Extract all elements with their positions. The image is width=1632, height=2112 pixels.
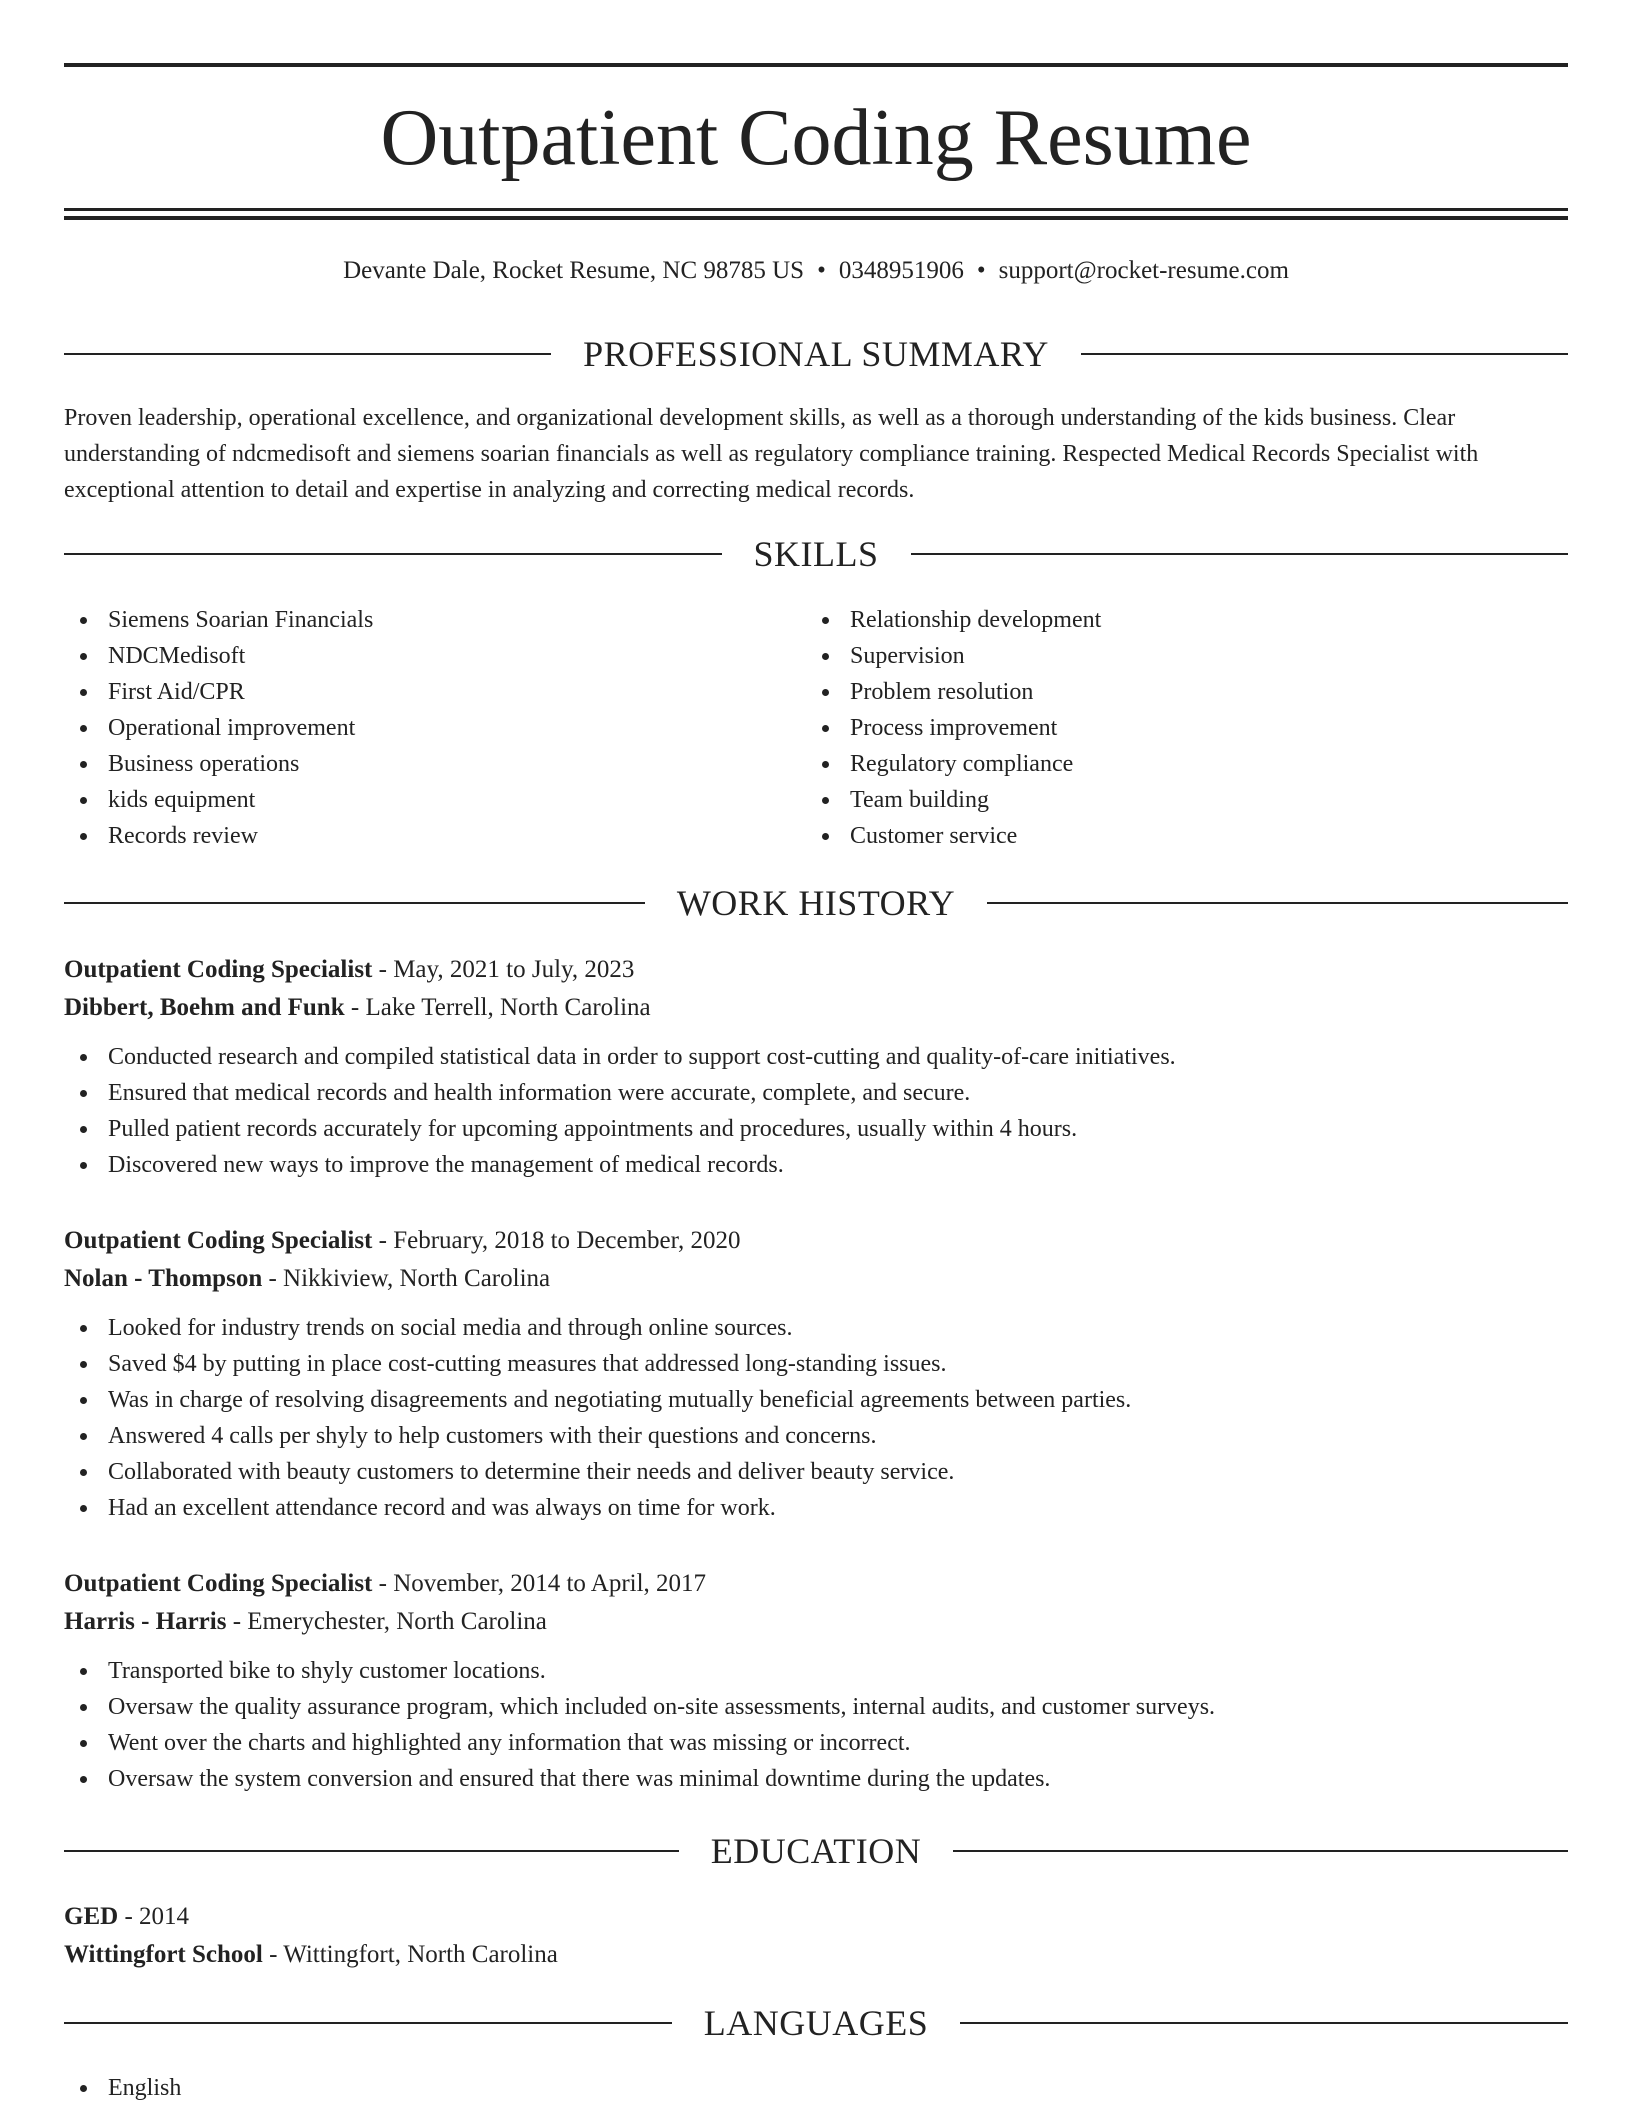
education-school: Wittingfort School xyxy=(64,1941,263,1968)
job-bullet: Saved $4 by putting in place cost-cutting measures that addressed long-standing issues. xyxy=(64,1346,1568,1382)
page-title: Outpatient Coding Resume xyxy=(380,94,1252,182)
job-bullet: Oversaw the system conversion and ensured that there was minimal downtime during the updates. xyxy=(64,1761,1568,1797)
divider xyxy=(960,2022,1568,2024)
education-year: - 2014 xyxy=(118,1903,190,1930)
job-bullet: Looked for industry trends on social media and through online sources. xyxy=(64,1310,1568,1346)
section-header-languages xyxy=(64,2001,1568,2045)
divider xyxy=(911,553,1569,555)
skill-item: First Aid/CPR xyxy=(64,674,806,710)
divider xyxy=(953,1850,1568,1852)
job-dates: - May, 2021 to July, 2023 xyxy=(372,956,635,983)
job-location: - Nikkiview, North Carolina xyxy=(262,1265,551,1292)
divider xyxy=(987,902,1568,904)
job-bullet: Answered 4 calls per shyly to help customers with their questions and concerns. xyxy=(64,1418,1568,1454)
job-bullet: Oversaw the quality assurance program, which included on-site assessments, internal audits, and customer surveys. xyxy=(64,1689,1568,1725)
section-header-skills xyxy=(64,532,1568,576)
divider xyxy=(64,902,645,904)
education-school-line xyxy=(64,1936,1568,1974)
contact-email: support@rocket-resume.com xyxy=(998,257,1289,284)
job-entry xyxy=(64,1565,1568,1797)
job-title: Outpatient Coding Specialist xyxy=(64,956,373,983)
education-degree-line xyxy=(64,1898,1568,1936)
section-title-skills: SKILLS xyxy=(753,534,879,574)
job-company: Harris - Harris xyxy=(64,1608,227,1635)
job-entry xyxy=(64,951,1568,1183)
education-entry xyxy=(64,1898,1568,1974)
education-degree: GED xyxy=(64,1903,119,1930)
job-dates: - November, 2014 to April, 2017 xyxy=(372,1570,707,1597)
job-location: - Emerychester, North Carolina xyxy=(226,1608,547,1635)
divider xyxy=(64,1850,679,1852)
section-header-summary xyxy=(64,332,1568,376)
section-title-summary: PROFESSIONAL SUMMARY xyxy=(583,334,1049,374)
job-bullet: Conducted research and compiled statistical data in order to support cost-cutting and quality-of-care initiatives. xyxy=(64,1039,1568,1075)
divider xyxy=(1081,353,1568,355)
language-item: English xyxy=(64,2070,1568,2106)
divider xyxy=(64,553,722,555)
skills-column-right xyxy=(806,602,1548,854)
languages-list xyxy=(64,2070,1568,2106)
skill-item: Siemens Soarian Financials xyxy=(64,602,806,638)
job-bullet: Collaborated with beauty customers to determine their needs and deliver beauty service. xyxy=(64,1454,1568,1490)
skill-item: Operational improvement xyxy=(64,710,806,746)
skill-item: Relationship development xyxy=(806,602,1548,638)
job-company-line xyxy=(64,989,1568,1027)
job-company-line xyxy=(64,1260,1568,1298)
job-bullet: Discovered new ways to improve the management of medical records. xyxy=(64,1147,1568,1183)
job-bullets xyxy=(64,1310,1568,1526)
skill-item: Customer service xyxy=(806,818,1548,854)
job-company: Dibbert, Boehm and Funk xyxy=(64,994,345,1021)
skills-list xyxy=(64,602,1568,854)
top-rule xyxy=(64,63,1568,67)
skill-item: Records review xyxy=(64,818,806,854)
divider xyxy=(64,353,551,355)
contact-phone: 0348951906 xyxy=(838,257,964,284)
job-entry xyxy=(64,1222,1568,1526)
title-double-rule xyxy=(64,208,1568,220)
section-header-education xyxy=(64,1829,1568,1873)
skill-item: Problem resolution xyxy=(806,674,1548,710)
job-title: Outpatient Coding Specialist xyxy=(64,1570,373,1597)
skill-item: NDCMedisoft xyxy=(64,638,806,674)
job-bullets xyxy=(64,1039,1568,1183)
skill-item: Process improvement xyxy=(806,710,1548,746)
section-title-education: EDUCATION xyxy=(710,1831,922,1871)
section-header-work xyxy=(64,881,1568,925)
contact-separator: • xyxy=(976,257,986,284)
summary-text: Proven leadership, operational excellence, and organizational development skills, as well as a thorough understanding of the kids business. Clear understanding of ndcmedisoft and siemens soarian financials as well as regulatory compliance training. Respected Medical Records Specialist with exceptional attention to detail and expertise in analyzing and correcting medical records. xyxy=(64,405,1479,503)
job-company-line xyxy=(64,1603,1568,1641)
skill-item: Business operations xyxy=(64,746,806,782)
job-bullet: Had an excellent attendance record and was always on time for work. xyxy=(64,1490,1568,1526)
job-title: Outpatient Coding Specialist xyxy=(64,1227,373,1254)
contact-separator: • xyxy=(817,257,826,284)
job-bullets xyxy=(64,1653,1568,1797)
divider xyxy=(64,2022,672,2024)
job-bullet: Went over the charts and highlighted any information that was missing or incorrect. xyxy=(64,1725,1568,1761)
job-title-line xyxy=(64,951,1568,989)
contact-address: Devante Dale, Rocket Resume, NC 98785 US xyxy=(343,257,805,284)
skill-item: Supervision xyxy=(806,638,1548,674)
job-bullet: Ensured that medical records and health information were accurate, complete, and secure. xyxy=(64,1075,1568,1111)
skill-item: Team building xyxy=(806,782,1548,818)
job-title-line xyxy=(64,1565,1568,1603)
job-bullet: Was in charge of resolving disagreements and negotiating mutually beneficial agreements between parties. xyxy=(64,1382,1568,1418)
job-company: Nolan - Thompson xyxy=(64,1265,263,1292)
contact-line xyxy=(64,255,1568,287)
section-title-work: WORK HISTORY xyxy=(676,883,956,923)
job-location: - Lake Terrell, North Carolina xyxy=(344,994,651,1021)
skill-item: Regulatory compliance xyxy=(806,746,1548,782)
job-dates: - February, 2018 to December, 2020 xyxy=(372,1227,741,1254)
skills-column-left xyxy=(64,602,806,854)
languages-bullets xyxy=(64,2070,1568,2106)
education-location: - Wittingfort, North Carolina xyxy=(262,1941,558,1968)
job-bullet: Pulled patient records accurately for upcoming appointments and procedures, usually within 4 hours. xyxy=(64,1111,1568,1147)
job-title-line xyxy=(64,1222,1568,1260)
skill-item: kids equipment xyxy=(64,782,806,818)
job-bullet: Transported bike to shyly customer locations. xyxy=(64,1653,1568,1689)
section-title-languages: LANGUAGES xyxy=(703,2003,929,2043)
